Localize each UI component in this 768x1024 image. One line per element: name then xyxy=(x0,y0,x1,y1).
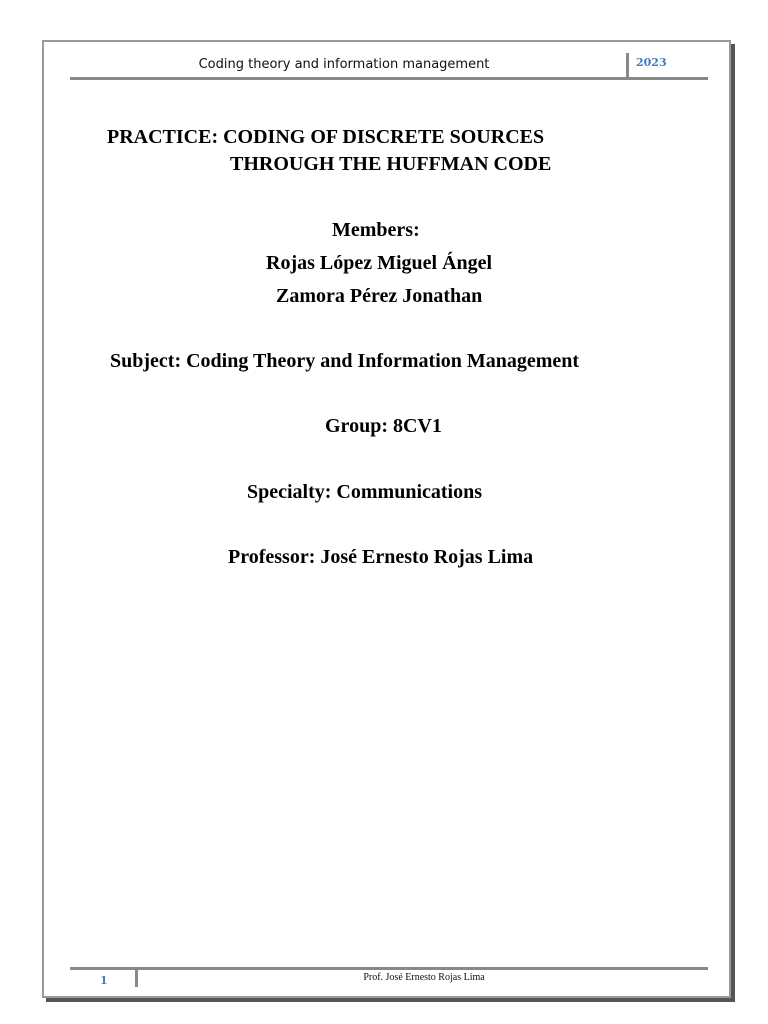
header-rule xyxy=(70,77,708,80)
members-label: Members: xyxy=(332,219,420,241)
footer-divider xyxy=(135,967,138,987)
member-name-2: Zamora Pérez Jonathan xyxy=(276,285,483,307)
header-title: Coding theory and information management xyxy=(198,57,490,72)
document-page xyxy=(42,40,731,998)
header-year-divider xyxy=(626,53,629,78)
header-year: 2023 xyxy=(636,56,667,69)
footer-page-number: 1 xyxy=(100,974,108,987)
professor-line: Professor: José Ernesto Rojas Lima xyxy=(228,546,534,568)
title-line-2: THROUGH THE HUFFMAN CODE xyxy=(230,153,552,175)
specialty-line: Specialty: Communications xyxy=(247,481,482,503)
member-name-1: Rojas López Miguel Ángel xyxy=(266,252,493,274)
title-line-1: PRACTICE: CODING OF DISCRETE SOURCES xyxy=(107,126,545,148)
group-line: Group: 8CV1 xyxy=(325,415,442,437)
subject-line: Subject: Coding Theory and Information Management xyxy=(110,350,580,372)
footer-rule xyxy=(70,967,708,970)
footer-text: Prof. José Ernesto Rojas Lima xyxy=(363,972,485,983)
